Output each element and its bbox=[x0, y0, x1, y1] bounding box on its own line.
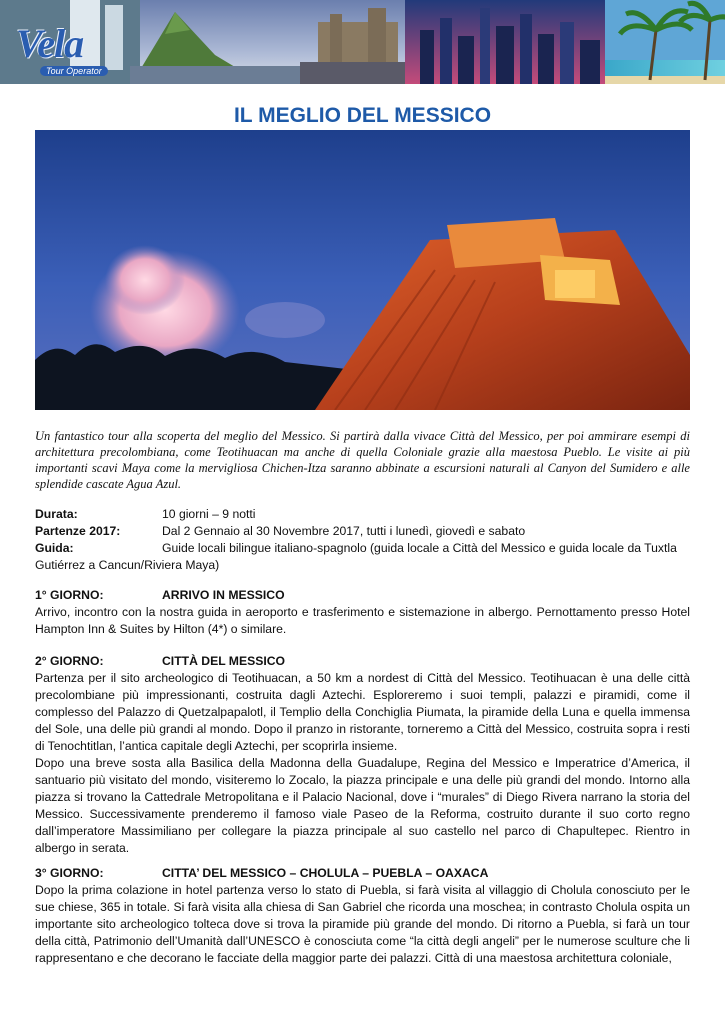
day-title: ARRIVO IN MESSICO bbox=[162, 588, 285, 602]
logo-text: Vela bbox=[16, 21, 84, 66]
day-heading bbox=[35, 865, 690, 882]
day-paragraph: Dopo una breve sosta alla Basilica della Madonna della Guadalupe, Regina del Messico e Imperatrice d’America, il santuario più visitato del mondo, visiteremo lo Zocalo, la piazza principale e una delle più grandi del mondo. Intorno alla piazza si trovano la Cattedrale Metropolitana e il Palacio Nacional, dove i “murales” di Diego Rivera narrano la storia del Messico. Successivamente prenderemo il famoso viale Paseo de la Reforma, costruito durante il suo corto regno dall’imperatore Massimiliano per collegare la piazza principale al suo castello nel parco di Chapultepec. Rientro in albergo in serata. bbox=[35, 756, 690, 855]
day-description bbox=[35, 670, 690, 857]
logo-subtitle: Tour Operator bbox=[40, 66, 108, 76]
page-title: IL MEGLIO DEL MESSICO bbox=[233, 104, 492, 127]
day-title: CITTÀ DEL MESSICO bbox=[162, 654, 286, 668]
guida-label: Guida: bbox=[35, 541, 74, 555]
day-description bbox=[35, 882, 690, 967]
day-paragraph: Arrivo, incontro con la nostra guida in aeroporto e trasferimento e sistemazione in albergo. Pernottamento presso Hotel Hampton Inn & Suites by Hilton (4*) o similare. bbox=[35, 605, 690, 636]
day-1 bbox=[35, 587, 690, 638]
durata-value: 10 giorni – 9 notti bbox=[162, 507, 256, 521]
durata-row bbox=[35, 506, 690, 523]
day-heading bbox=[35, 587, 690, 604]
partenze-value: Dal 2 Gennaio al 30 Novembre 2017, tutti i lunedì, giovedì e sabato bbox=[162, 524, 526, 538]
day-description bbox=[35, 604, 690, 638]
day-title: CITTA’ DEL MESSICO – CHOLULA – PUEBLA – OAXACA bbox=[162, 866, 489, 880]
hero-photo bbox=[35, 130, 690, 410]
tour-info bbox=[35, 506, 690, 574]
partenze-row bbox=[35, 523, 690, 540]
company-logo bbox=[12, 12, 122, 78]
intro-paragraph: Un fantastico tour alla scoperta del meglio del Messico. Si partirà dalla vivace Città del Messico, per poi ammirare esempi di architettura precolombiana, come Teotihuacan ma anche di quella Coloniale grazie alla maestosa Pueblo. Le visite ai più importanti scavi Maya come la mervigliosa Chichen-Itza saranno abbinate a escursioni naturali al Canyon del Sumidero e alle splendide cascate Agua Azul. bbox=[35, 429, 690, 491]
guida-row bbox=[35, 540, 690, 574]
day-2 bbox=[35, 653, 690, 857]
day-paragraph: Dopo la prima colazione in hotel partenza verso lo stato di Puebla, si farà visita al villaggio di Cholula conosciuto per le sue chiese, 365 in totale. Si farà visita alla chiesa di San Gabriel che ricorda una moschea; in contrasto Cholula ospita un importante sito archeologico tolteca dove si trova la piramide più grande del mondo. Di ritorno a Puebla, si farà un tour della città, Patrimonio dell’Umanità dall’UNESCO è conosciuta come “la città degli angeli” per le numerose sculture che li rappresentano e che decorano le facciate della maggior parte dei palazzi. Città di una maestosa architettura coloniale, bbox=[35, 883, 690, 965]
durata-label: Durata: bbox=[35, 507, 78, 521]
day-number: 3° GIORNO: bbox=[35, 866, 104, 880]
day-heading bbox=[35, 653, 690, 670]
day-number: 2° GIORNO: bbox=[35, 654, 104, 668]
partenze-label: Partenze 2017: bbox=[35, 524, 121, 538]
day-3 bbox=[35, 865, 690, 967]
pyramid-photo bbox=[35, 130, 690, 410]
guida-value: Guide locali bilingue italiano-spagnolo (guida locale a Città del Messico e guida locale da Tuxtla Gutiérrez a Cancun/Riviera Maya) bbox=[35, 541, 677, 572]
day-paragraph: Partenza per il sito archeologico di Teotihuacan, a 50 km a nordest di Città del Messico. Teotihuacan è una delle città precolombiane più impressionanti, costruita dagli Aztechi. Esploreremo i suoi templi, palazzi e piramidi, come il complesso del Palazzo di Quetzalpapalotl, il Templio della Conchiglia Piumata, la piramide della Luna e quella immensa del Sole, una delle più grandi al mondo. Dopo il pranzo in ristorante, torneremo a Città del Messico, costruita sopra i resti di Tenochtitlan, l’antica capitale degli Aztechi, per scoprirla insieme. bbox=[35, 671, 690, 753]
day-number: 1° GIORNO: bbox=[35, 588, 104, 602]
header-banner bbox=[0, 0, 725, 84]
